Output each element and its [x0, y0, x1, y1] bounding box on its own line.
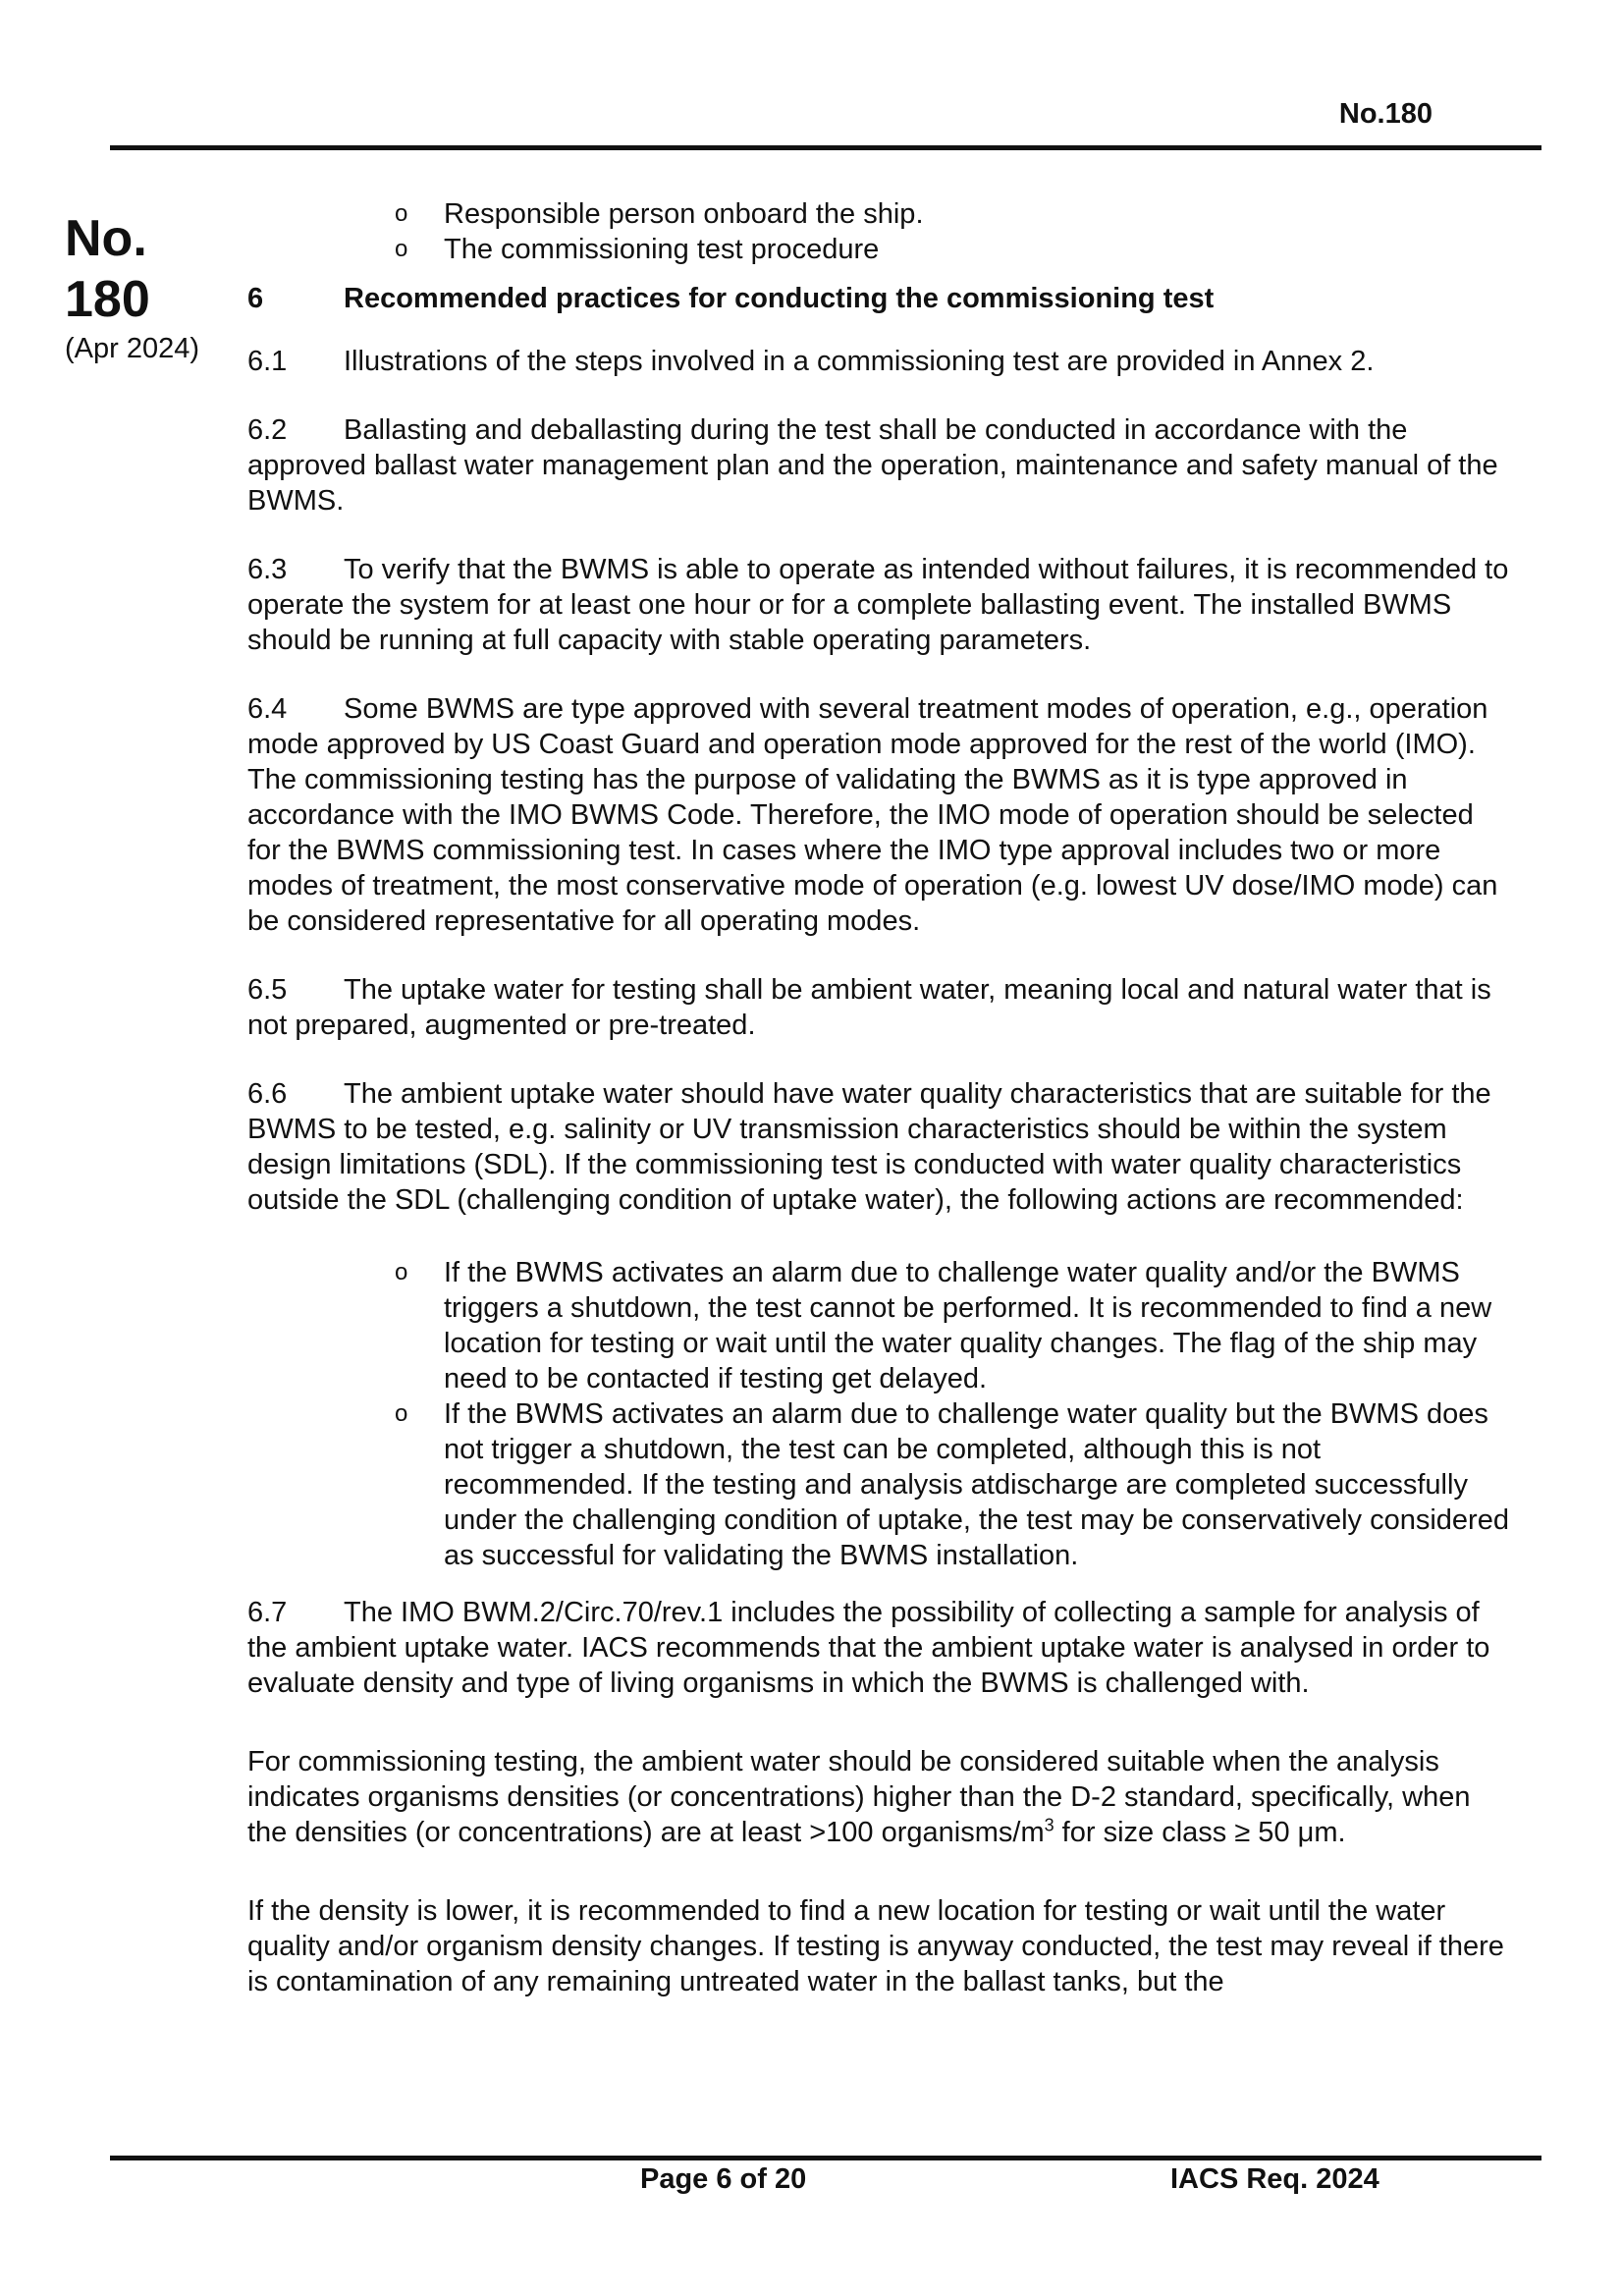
paragraph-text: The ambient uptake water should have water quality characteristics that are suitable for the BWMS to be tested, e.g. salinity or UV transmission characteristics should be within the system design limitations (SDL). If the commissioning test is conducted with water quality characteristics outside the SDL (challenging condition of uptake water), the following actions are recommended: — [247, 1078, 1491, 1216]
paragraph-6-6 — [247, 1076, 1514, 1218]
list-item — [247, 232, 1514, 267]
paragraph-6-1 — [247, 344, 1514, 379]
footer-page-number: Page 6 of 20 — [640, 2163, 807, 2195]
paragraph-6-7 — [247, 1595, 1514, 1701]
superscript: 3 — [1044, 1815, 1054, 1835]
paragraph-text: To verify that the BWMS is able to operate as intended without failures, it is recommended to operate the system for at least one hour or for a complete ballasting event. The installed BWMS should be running at full capacity with stable operating parameters. — [247, 554, 1509, 656]
paragraph-text: Illustrations of the steps involved in a commissioning test are provided in Annex 2. — [344, 346, 1375, 377]
paragraph-number: 6.5 — [247, 974, 288, 1006]
bullet-icon: o — [395, 236, 408, 262]
side-panel — [65, 208, 222, 365]
paragraph-number: 6.7 — [247, 1597, 288, 1628]
paragraph-6-5 — [247, 972, 1514, 1043]
bullet-icon: o — [395, 200, 408, 227]
paragraph-6-4 — [247, 691, 1514, 939]
sub-bullet-list — [247, 1255, 1514, 1573]
side-no-number: 180 — [65, 271, 150, 328]
footer-rule — [110, 2156, 1541, 2160]
paragraph-text: For commissioning testing, the ambient water should be considered suitable when the analysis indicates organisms densities (or concentrations) higher than the D-2 standard, specifically, when the densities (or concentrations) are at least >100 organisms/m — [247, 1746, 1471, 1848]
commissioning-suitability-paragraph — [247, 1744, 1514, 1850]
bullet-icon: o — [395, 1400, 408, 1427]
footer-requirement: IACS Req. 2024 — [1170, 2163, 1379, 2195]
density-paragraph — [247, 1893, 1514, 1999]
header-doc-number: No.180 — [1338, 98, 1433, 130]
paragraph-number: 6.4 — [247, 693, 288, 725]
paragraph-text: The uptake water for testing shall be ambient water, meaning local and natural water that is not prepared, augmented or pre-treated. — [247, 974, 1491, 1041]
top-bullet-list — [247, 196, 1514, 267]
list-item — [247, 1255, 1514, 1396]
paragraph-number: 6.3 — [247, 554, 288, 585]
document-body — [247, 196, 1514, 2033]
side-date: (Apr 2024) — [65, 333, 200, 364]
bullet-icon: o — [395, 1259, 408, 1285]
paragraph-number: 6.1 — [247, 346, 288, 377]
list-item-text: If the BWMS activates an alarm due to challenge water quality but the BWMS does not trigger a shutdown, the test can be completed, although this is not recommended. If the testing and analysis atdischarge are completed successfully under the challenging condition of uptake, the test may be conservatively considered as successful for validating the BWMS installation. — [444, 1398, 1509, 1571]
side-no-label: No. — [65, 210, 147, 267]
paragraph-text: Some BWMS are type approved with several treatment modes of operation, e.g., operation mode approved by US Coast Guard and operation mode approved for the rest of the world (IMO). The commissioning testing has the purpose of validating the BWMS as it is type approved in accordance with the IMO BWMS Code. Therefore, the IMO mode of operation should be selected for the BWMS commissioning test. In cases where the IMO type approval includes two or more modes of treatment, the most conservative mode of operation (e.g. lowest UV dose/IMO mode) can be considered representative for all operating modes. — [247, 693, 1498, 937]
list-item-text: Responsible person onboard the ship. — [444, 198, 924, 230]
section-heading — [247, 281, 1514, 316]
paragraph-number: 6.6 — [247, 1078, 288, 1110]
paragraph-6-3 — [247, 552, 1514, 658]
paragraph-text: If the density is lower, it is recommended to find a new location for testing or wait until the water quality and/or organism density changes. If testing is anyway conducted, the test may reveal if there is contamination of any remaining untreated water in the ballast tanks, but the — [247, 1895, 1504, 1997]
list-item-text: If the BWMS activates an alarm due to challenge water quality and/or the BWMS triggers a shutdown, the test cannot be performed. It is recommended to find a new location for testing or wait until the water quality changes. The flag of the ship may need to be contacted if testing get delayed. — [444, 1257, 1492, 1394]
section-title: Recommended practices for conducting the commissioning test — [344, 283, 1215, 314]
header-rule — [110, 145, 1541, 150]
paragraph-text: for size class ≥ 50 μm. — [1054, 1817, 1346, 1848]
list-item — [247, 1396, 1514, 1573]
paragraph-text: Ballasting and deballasting during the test shall be conducted in accordance with the approved ballast water management plan and the operation, maintenance and safety manual of the BWMS. — [247, 414, 1498, 517]
paragraph-6-2 — [247, 412, 1514, 519]
section-number: 6 — [247, 283, 264, 314]
paragraph-text: The IMO BWM.2/Circ.70/rev.1 includes the possibility of collecting a sample for analysis of the ambient uptake water. IACS recommends that the ambient uptake water is analysed in order to evaluate density and type of living organisms in which the BWMS is challenged with. — [247, 1597, 1490, 1699]
paragraph-number: 6.2 — [247, 414, 288, 446]
list-item-text: The commissioning test procedure — [444, 234, 880, 265]
list-item — [247, 196, 1514, 232]
